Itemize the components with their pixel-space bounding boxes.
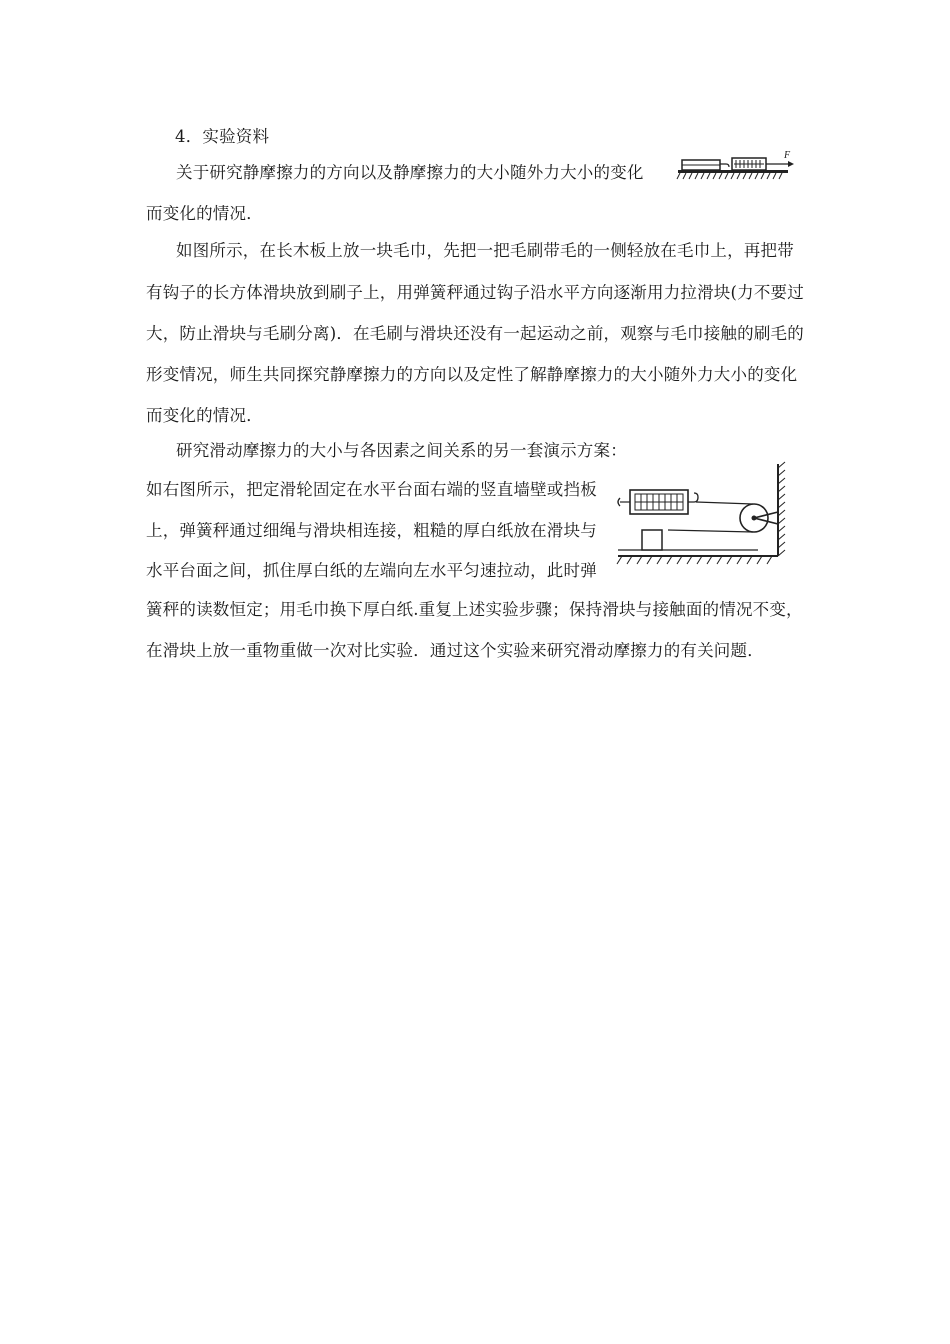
string <box>696 502 753 504</box>
board-hatch <box>677 173 782 179</box>
para3-line2: 如右图所示，把定滑轮固定在水平台面右端的竖直墙壁或挡板 <box>146 480 597 499</box>
force-label: F <box>784 150 791 161</box>
para3-line6: 在滑块上放一重物重做一次对比实验．通过这个实验来研究滑动摩擦力的有关问题． <box>146 641 764 660</box>
block <box>642 530 662 550</box>
para3-line4: 水平台面之间，抓住厚白纸的左端向左水平匀速拉动，此时弹 <box>146 561 597 580</box>
para1-line2: 而变化的情况． <box>146 204 263 223</box>
para3-line5: 簧秤的读数恒定；用毛巾换下厚白纸.重复上述实验步骤；保持滑块与接触面的情况不变， <box>146 600 803 619</box>
para3-line3: 上，弹簧秤通过细绳与滑块相连接，粗糙的厚白纸放在滑块与 <box>146 521 597 540</box>
section-heading: 4．实验资料 <box>175 127 270 146</box>
table-hatch <box>617 556 772 564</box>
para3-line1: 研究滑动摩擦力的大小与各因素之间关系的另一套演示方案： <box>176 441 627 460</box>
para1-line1: 关于研究静摩擦力的方向以及静摩擦力的大小随外力大小的变化 <box>176 163 644 182</box>
para2-line3: 大，防止滑块与毛刷分离)．在毛刷与滑块还没有一起运动之前，观察与毛巾接触的刷毛的 <box>146 324 804 343</box>
hook <box>720 164 729 167</box>
wall-hatch <box>778 462 785 556</box>
sliding-friction-figure <box>608 460 798 578</box>
static-friction-figure <box>676 148 798 184</box>
para2-line5: 而变化的情况． <box>146 406 263 425</box>
para2-line4: 形变情况，师生共同探究静摩擦力的方向以及定性了解静摩擦力的大小随外力大小的变化 <box>146 365 798 384</box>
para2-line1: 如图所示，在长木板上放一块毛巾，先把一把毛刷带毛的一侧轻放在毛巾上，再把带 <box>176 241 794 260</box>
para2-line2: 有钩子的长方体滑块放到刷子上，用弹簧秤通过钩子沿水平方向逐渐用力拉滑块(力不要过 <box>146 283 804 302</box>
